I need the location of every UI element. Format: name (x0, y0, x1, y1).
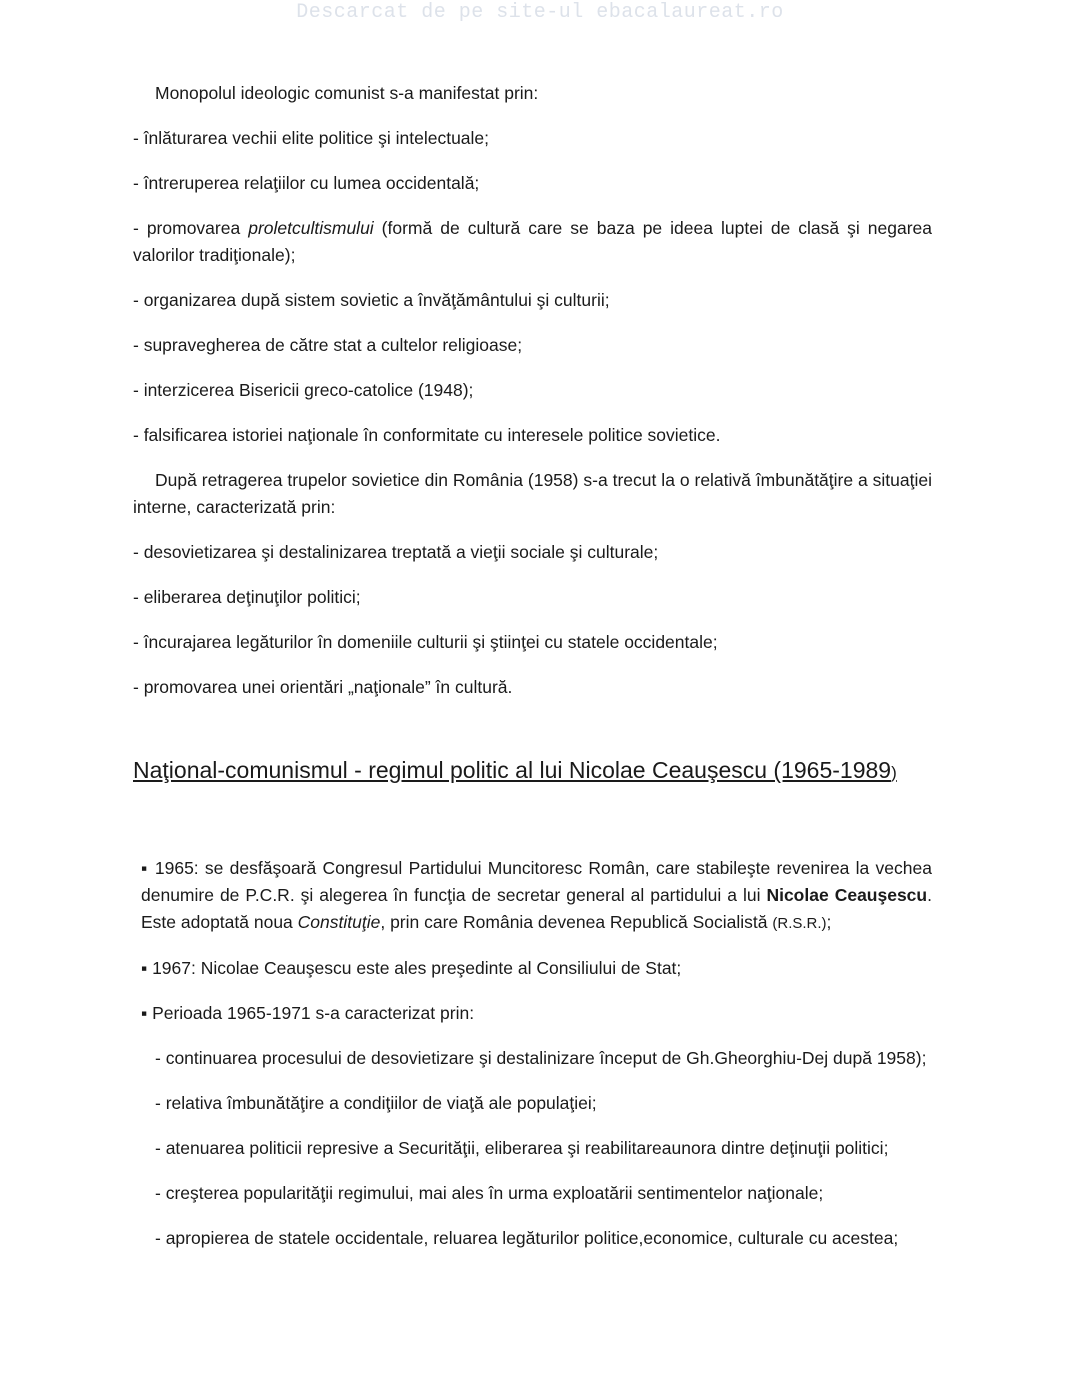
section1-item-3-emphasis: proletcultismului (248, 218, 374, 238)
section2-item-4: - promovarea unei orientări „naţionale” în cultură. (133, 677, 513, 697)
section1-item-7: - falsificarea istoriei naţionale în conformitate cu interesele politice sovietice. (133, 425, 721, 445)
section3-subitem-4: - creşterea popularităţii regimului, mai ales în urma exploatării sentimentelor naţionale; (155, 1183, 824, 1203)
section1-intro: Monopolul ideologic comunist s-a manifestat prin: (155, 83, 539, 103)
para-1965-bold-name: Nicolae Ceauşescu (766, 885, 928, 905)
section3-para-1967: ▪ 1967: Nicolae Ceauşescu este ales preşedinte al Consiliului de Stat; (141, 958, 682, 978)
section1-item-2: - întreruperea relaţiilor cu lumea occidentală; (133, 173, 480, 193)
document-body (133, 80, 932, 1270)
section1-item-6: - interzicerea Bisericii greco-catolice (1948); (133, 380, 474, 400)
section1-item-5: - supravegherea de către stat a cultelor religioase; (133, 335, 523, 355)
section3-para-1965 (133, 855, 932, 937)
para-1965-text-c: , prin care România devenea Republică Socialistă (380, 912, 773, 932)
section1-item-4: - organizarea după sistem sovietic a învăţământului şi culturii; (133, 290, 610, 310)
section1-item-1: - înlăturarea vechii elite politice şi intelectuale; (133, 128, 490, 148)
section3-subitem-2: - relativa îmbunătăţire a condiţiilor de viaţă ale populaţiei; (155, 1093, 597, 1113)
para-1965-emphasis: Constituţie (297, 912, 381, 932)
section3-subitem-1: - continuarea procesului de desovietizare şi destalinizare început de Gh.Gheorghiu-Dej după 1958); (155, 1048, 927, 1068)
section-heading-paren: ) (891, 763, 897, 782)
section2-intro: După retragerea trupelor sovietice din România (1958) s-a trecut la o relativă îmbunătăţire a situaţiei interne, caracterizată prin: (133, 470, 932, 517)
para-1965-text-a: ▪ 1965: se desfăşoară Congresul Partidului Muncitoresc Român, care stabileşte revenirea la vechea denumire de P.C.R. şi alegerea în funcţia de secretar general al partidului a lui (141, 858, 932, 905)
para-1965-text-d: ; (826, 912, 832, 932)
section3-subitem-5: - apropierea de statele occidentale, reluarea legăturilor politice,economice, culturale cu acestea; (155, 1228, 899, 1248)
section3-para-period: ▪ Perioada 1965-1971 s-a caracterizat prin: (141, 1003, 475, 1023)
section-heading (133, 755, 932, 788)
section1-item-3-text-a: - promovarea (133, 218, 249, 238)
section1-item-3-text-b: (formă de cultură care se baza pe ideea luptei de clasă şi negarea valorilor tradiţionale); (133, 218, 932, 265)
spacer (133, 788, 932, 855)
section2-item-2: - eliberarea deţinuţilor politici; (133, 587, 361, 607)
para-1965-text-b: . Este adoptată noua (141, 885, 932, 932)
section-heading-text: Naţional-comunismul - regimul politic al lui Nicolae Ceauşescu (1965-1989 (133, 757, 892, 783)
para-1965-abbrev: (R.S.R.) (772, 915, 827, 932)
section2-item-3: - încurajarea legăturilor în domeniile culturii şi ştiinţei cu statele occidentale; (133, 632, 718, 652)
watermark: Descarcat de pe site-ul ebacalaureat.ro (296, 1, 784, 24)
section2-item-1: - desovietizarea şi destalinizarea treptată a vieţii sociale şi culturale; (133, 542, 659, 562)
section3-subitem-3: - atenuarea politicii represive a Securităţii, eliberarea şi reabilitareaunora dintre deţinuţii politici; (155, 1138, 889, 1158)
section1-item-3 (133, 215, 932, 269)
